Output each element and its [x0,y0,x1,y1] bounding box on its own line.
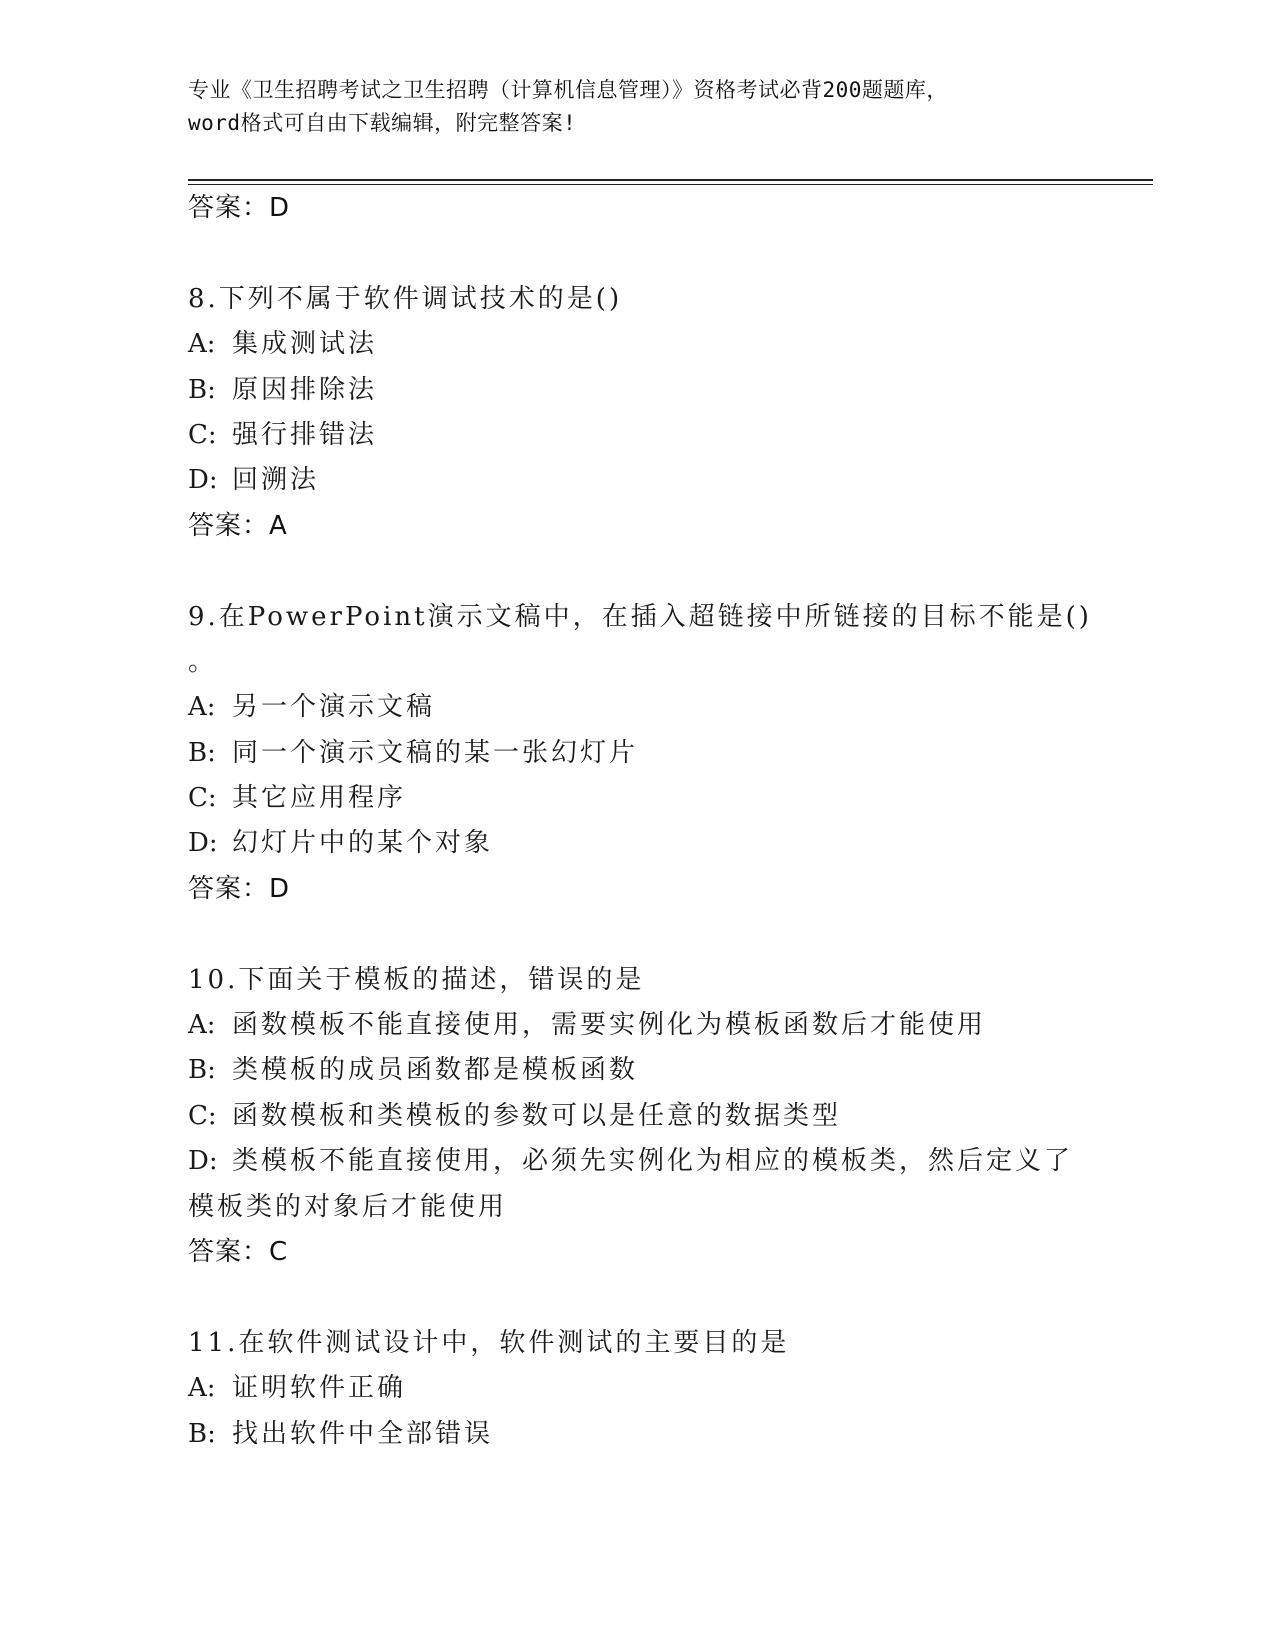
option-text: 同一个演示文稿的某一张幻灯片 [232,737,639,768]
option-text: 集成测试法 [232,329,378,360]
question-10-stem: 10.下面关于模板的描述，错误的是 [188,964,645,995]
question-8-option-d [188,458,1118,503]
header-title-line-2: word格式可自由下载编辑，附完整答案! [188,111,577,135]
question-8-answer: 答案：A [188,510,288,541]
question-11-option-a [188,1366,1118,1411]
question-9-option-c [188,776,1118,821]
header-divider-thick [188,179,1153,181]
option-key: B: [188,1418,216,1449]
question-9-option-b [188,731,1118,776]
question-9-option-d [188,821,1118,866]
spacer [188,231,1118,276]
question-10-answer: 答案：C [188,1236,289,1267]
option-key: D: [188,465,218,496]
option-text: 幻灯片中的某个对象 [232,828,494,859]
option-key: C: [188,1100,217,1131]
option-key: A: [188,1010,216,1041]
spacer [188,912,1118,957]
question-8-option-a [188,322,1118,367]
question-8-stem: 8.下列不属于软件调试技术的是() [188,283,623,314]
question-9-stem-continued: 。 [188,646,218,677]
option-key: C: [188,419,217,450]
option-key: C: [188,783,217,814]
option-text: 函数模板不能直接使用，需要实例化为模板函数后才能使用 [232,1010,987,1041]
option-text: 找出软件中全部错误 [232,1418,494,1449]
question-10-option-b [188,1048,1118,1093]
option-key: B: [188,374,216,405]
question-11-option-b [188,1412,1118,1457]
question-list [188,186,1118,1457]
option-text: 函数模板和类模板的参数可以是任意的数据类型 [232,1100,842,1131]
option-key: B: [188,1055,216,1086]
question-9-option-a [188,685,1118,730]
header-title-line-1: 专业《卫生招聘考试之卫生招聘（计算机信息管理）》资格考试必背200题题库， [188,78,948,102]
option-text: 证明软件正确 [232,1373,407,1404]
option-text: 强行排错法 [232,419,378,450]
question-9-stem: 9.在PowerPoint演示文稿中，在插入超链接中所链接的目标不能是() [188,601,1092,632]
question-10-option-c [188,1094,1118,1139]
option-text: 类模板不能直接使用，必须先实例化为相应的模板类，然后定义了 [232,1146,1074,1177]
option-key: A: [188,1373,216,1404]
option-text: 另一个演示文稿 [232,692,436,723]
question-10-option-a [188,1003,1118,1048]
option-key: A: [188,692,216,723]
spacer [188,549,1118,594]
option-text: 类模板的成员函数都是模板函数 [232,1055,639,1086]
question-10-option-d-continued: 模板类的对象后才能使用 [188,1191,508,1222]
spacer [188,1275,1118,1320]
option-text: 其它应用程序 [232,783,407,814]
option-key: A: [188,329,216,360]
document-header [188,74,1088,140]
option-key: D: [188,1146,218,1177]
option-key: D: [188,828,218,859]
question-8-option-c [188,413,1118,458]
question-10-option-d [188,1139,1118,1184]
previous-answer: 答案：D [188,193,291,223]
question-8-option-b [188,368,1118,413]
question-9-answer: 答案：D [188,873,291,904]
header-divider-thin [188,184,1153,185]
question-11-stem: 11.在软件测试设计中，软件测试的主要目的是 [188,1327,790,1358]
option-text: 回溯法 [232,465,320,496]
option-key: B: [188,737,216,768]
option-text: 原因排除法 [232,374,378,405]
